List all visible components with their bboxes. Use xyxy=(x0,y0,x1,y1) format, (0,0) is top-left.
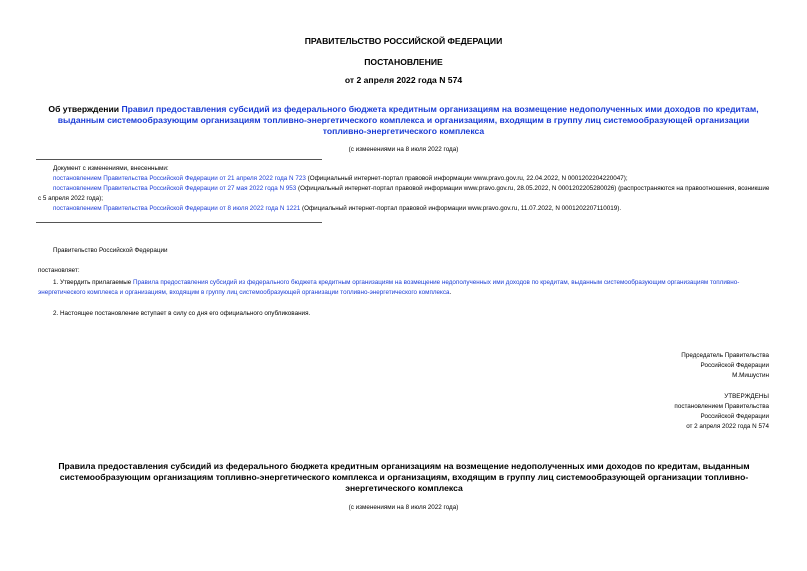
document-title xyxy=(36,104,771,137)
amendment-details: (Официальный интернет-портал правовой информации www.pravo.gov.ru, 11.07.2022, N 0001202207110019). xyxy=(300,205,622,212)
amendment-item xyxy=(38,204,770,214)
signature-position: Председатель Правительства xyxy=(681,352,769,359)
amendment-item xyxy=(38,174,770,184)
title-amendments-note: (с изменениями на 8 июля 2022 года) xyxy=(348,146,459,153)
paragraph-2 xyxy=(38,309,770,319)
approved-country: Российской Федерации xyxy=(700,413,769,420)
approved-block xyxy=(674,392,769,432)
amendment-link[interactable]: постановлением Правительства Российской Федерации от 21 апреля 2022 года N 723 xyxy=(53,175,306,182)
doc-date-number: от 2 апреля 2022 года N 574 xyxy=(344,75,463,85)
signature-country: Российской Федерации xyxy=(700,362,769,369)
signature-name: М.Мишустин xyxy=(732,372,769,379)
approved-date: от 2 апреля 2022 года N 574 xyxy=(686,423,769,430)
p2-text: 2. Настоящее постановление вступает в силу со дня его официального опубликования. xyxy=(53,310,311,317)
approved-by: постановлением Правительства xyxy=(674,403,769,410)
signature-block xyxy=(681,351,769,381)
rules-title: Правила предоставления субсидий из федерального бюджета кредитным организациям на возмещение недополученных ими доходов по кредитам, выданным системообразующим организациям топливно-энергетического комплекса и организациям, входящим в группу лиц системообразующей организации топливно-энергетического комплекса xyxy=(58,461,750,493)
amendments-intro: Документ с изменениями, внесенными: xyxy=(53,165,169,172)
amendments-block xyxy=(38,164,770,214)
amendment-link[interactable]: постановлением Правительства Российской Федерации от 8 июля 2022 года N 1221 xyxy=(53,205,301,212)
government-heading: ПРАВИТЕЛЬСТВО РОССИЙСКОЙ ФЕДЕРАЦИИ xyxy=(304,36,503,46)
divider-bottom xyxy=(36,222,322,223)
amendment-details: (Официальный интернет-портал правовой информации www.pravo.gov.ru, 28.05.2022, N 0001202205280026) (распространяются на правоотношения, возникшие с 5 апреля 2022 года); xyxy=(38,185,770,202)
government-rf-text: Правительство Российской Федерации xyxy=(53,247,168,254)
resolves-line: постановляет: xyxy=(38,267,80,274)
government-rf-line xyxy=(38,246,770,256)
approved-heading: УТВЕРЖДЕНЫ xyxy=(724,393,769,400)
amendment-link[interactable]: постановлением Правительства Российской Федерации от 27 мая 2022 года N 953 xyxy=(53,185,297,192)
p1-suffix: . xyxy=(449,289,452,296)
title-rules-link[interactable]: Правил предоставления субсидий из федерального бюджета кредитным организациям на возмещение недополученных ими доходов по кредитам, выданным системообразующим организациям топливно-энергетического комплекса и организациям, входящим в группу лиц системообразующей организации топливно-энергетического комплекса xyxy=(57,104,759,136)
p1-rules-link[interactable]: Правила предоставления субсидий из федерального бюджета кредитным организациям на возмещение недополученных ими доходов по кредитам, выданным системообразующим организациям топливно-энергетического комплекса и организациям, входящим в группу лиц системообразующей организации топливно-энергетического комплекса xyxy=(38,279,740,296)
amendment-item xyxy=(38,184,770,204)
title-prefix: Об утверждении xyxy=(48,104,122,114)
p1-prefix: 1. Утвердить прилагаемые xyxy=(53,279,133,286)
paragraph-1 xyxy=(38,278,770,298)
divider-top xyxy=(36,159,322,160)
rules-amendments-note: (с изменениями на 8 июля 2022 года) xyxy=(348,504,459,511)
doc-type-heading: ПОСТАНОВЛЕНИЕ xyxy=(364,57,443,67)
amendment-details: (Официальный интернет-портал правовой информации www.pravo.gov.ru, 22.04.2022, N 0001202204220047); xyxy=(305,175,628,182)
